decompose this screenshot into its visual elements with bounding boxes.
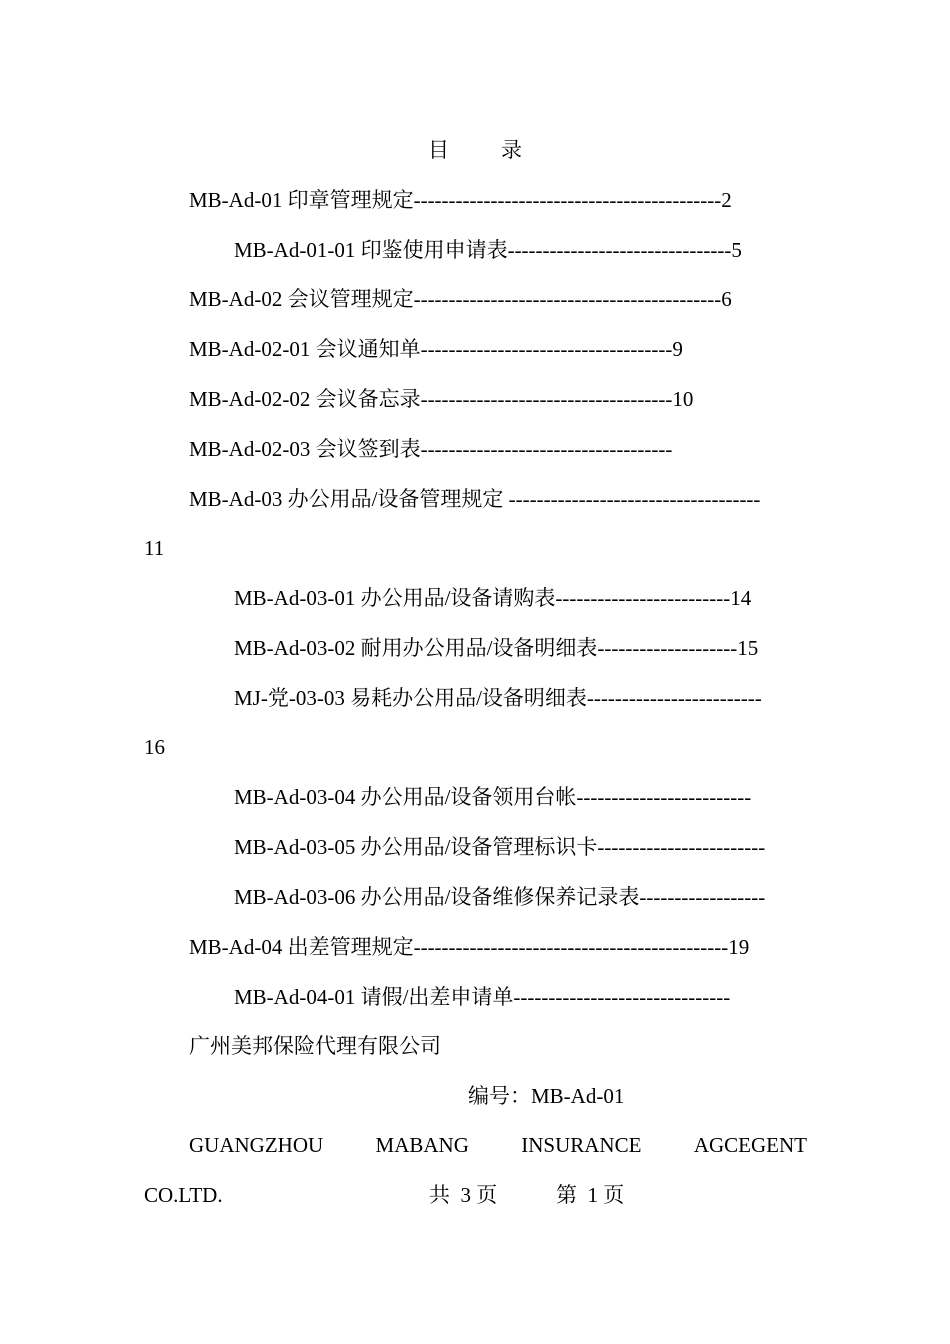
toc-entry: MJ-党-03-03 易耗办公用品/设备明细表-------------------------	[234, 686, 762, 710]
toc-entry: MB-Ad-04 出差管理规定---------------------------------------------19	[189, 935, 750, 959]
toc-entry: MB-Ad-02-02 会议备忘录------------------------------------10	[189, 387, 694, 411]
toc-entry: MB-Ad-03-04 办公用品/设备领用台帐-------------------------	[234, 785, 752, 809]
company-en-word: INSURANCE	[521, 1133, 642, 1157]
toc-entry: MB-Ad-01 印章管理规定--------------------------------------------2	[189, 188, 732, 212]
company-en-word: AGCEGENT	[693, 1133, 807, 1157]
company-name-cn: 广州美邦保险代理有限公司	[189, 1034, 441, 1058]
company-en-word: GUANGZHOU	[189, 1133, 324, 1157]
company-name-en	[189, 1131, 807, 1159]
toc-title-char-1: 目	[428, 138, 449, 162]
toc-entry-wrap: 11	[144, 536, 165, 560]
toc-entry: MB-Ad-03 办公用品/设备管理规定 ------------------------------------	[189, 487, 761, 511]
toc-entry: MB-Ad-03-06 办公用品/设备维修保养记录表------------------	[234, 885, 766, 909]
toc-entry: MB-Ad-04-01 请假/出差申请单-------------------------------	[234, 985, 731, 1009]
company-en-word: MABANG	[375, 1133, 469, 1157]
page-current: 第 1 页	[556, 1183, 625, 1207]
toc-title	[0, 136, 950, 164]
document-code: 编号：MB-Ad-01	[468, 1084, 625, 1108]
toc-entry: MB-Ad-02 会议管理规定--------------------------------------------6	[189, 287, 732, 311]
toc-entry-wrap: 16	[144, 735, 165, 759]
toc-entry: MB-Ad-02-01 会议通知单------------------------------------9	[189, 337, 683, 361]
toc-entry: MB-Ad-03-01 办公用品/设备请购表-------------------------14	[234, 586, 752, 610]
page-total: 共 3 页	[429, 1183, 498, 1207]
toc-entry: MB-Ad-02-03 会议签到表------------------------------------	[189, 437, 673, 461]
toc-entry: MB-Ad-03-02 耐用办公用品/设备明细表--------------------15	[234, 636, 759, 660]
toc-entry: MB-Ad-03-05 办公用品/设备管理标识卡------------------------	[234, 835, 766, 859]
company-name-en-tail: CO.LTD.	[144, 1183, 223, 1207]
toc-title-char-2: 录	[501, 138, 522, 162]
toc-entry: MB-Ad-01-01 印鉴使用申请表--------------------------------5	[234, 238, 742, 262]
